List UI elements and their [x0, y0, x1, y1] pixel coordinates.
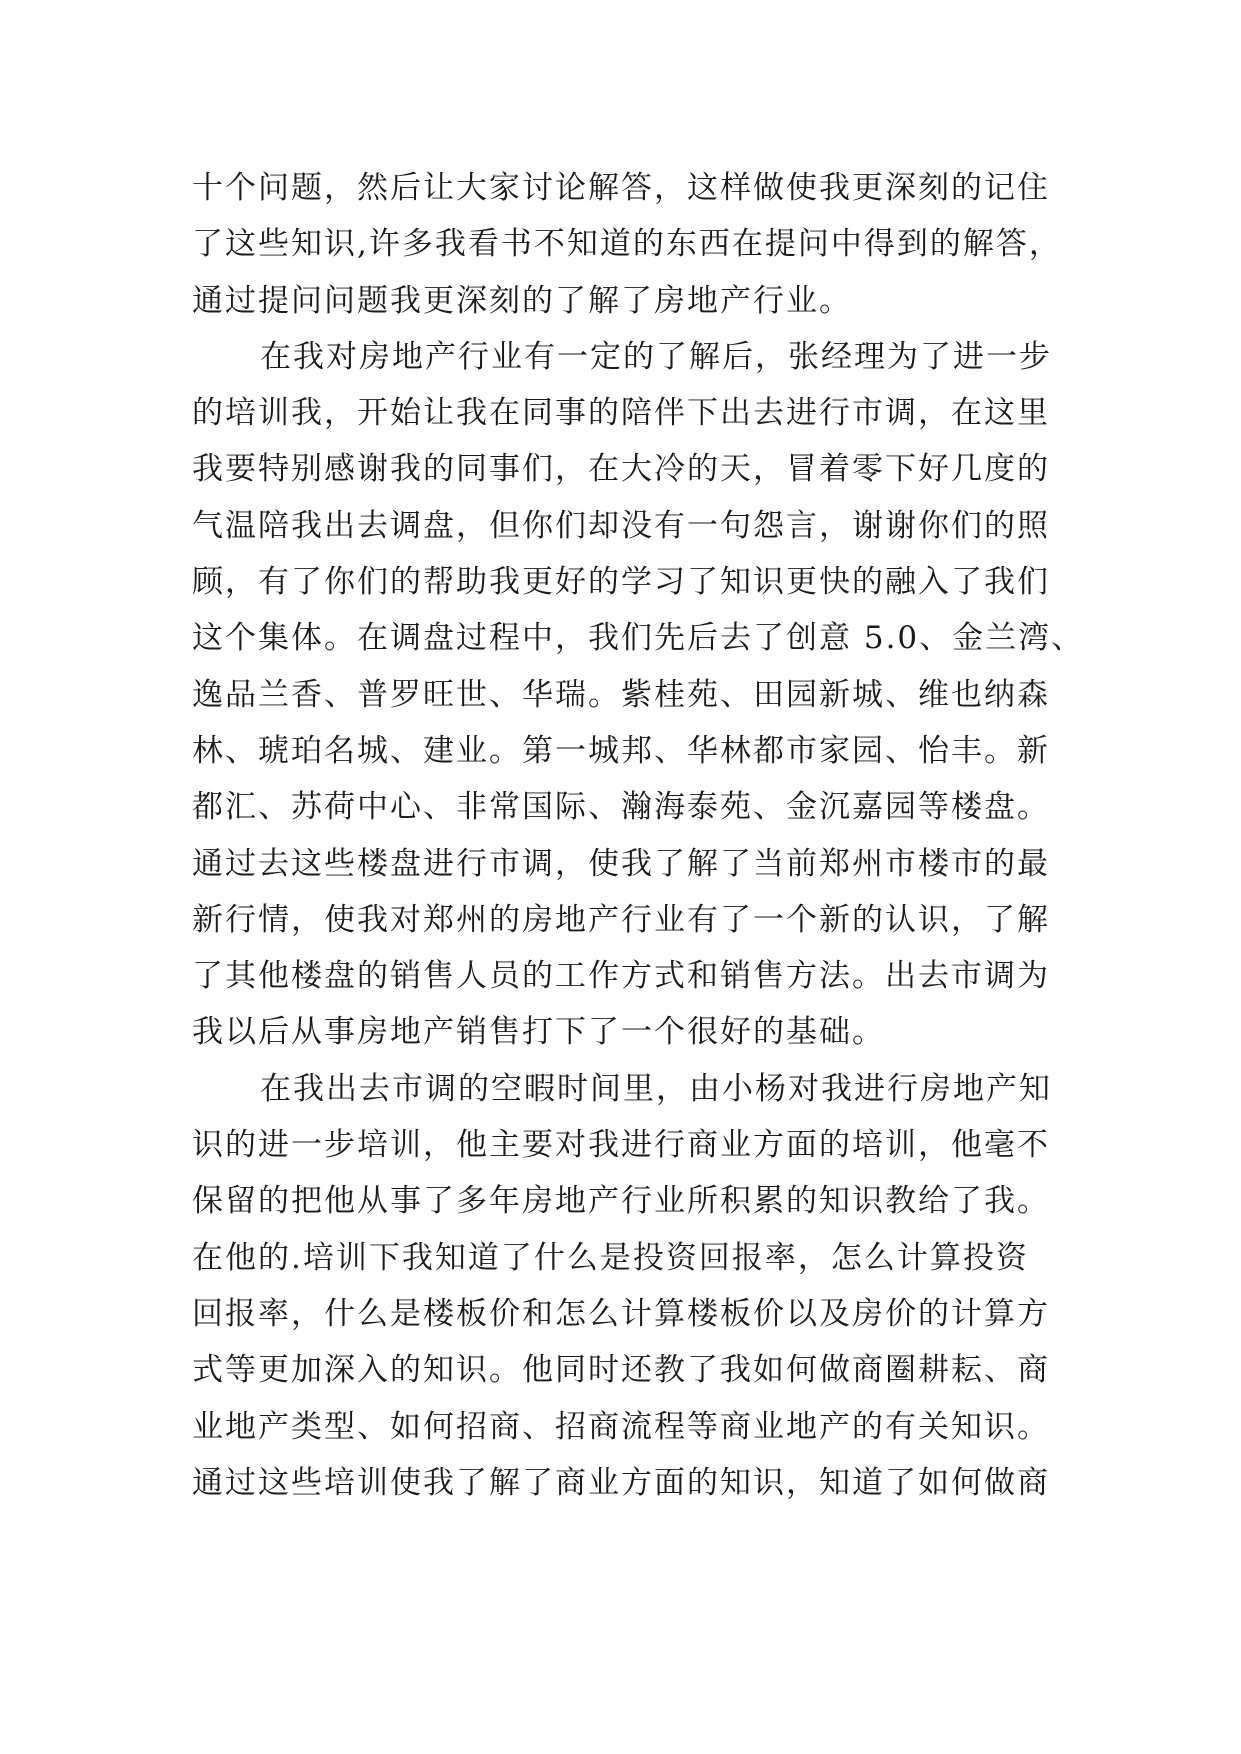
text-line: 十个问题，然后让大家讨论解答，这样做使我更深刻的记住	[192, 170, 1050, 206]
text-line: 顾，有了你们的帮助我更好的学习了知识更快的融入了我们	[192, 564, 1050, 601]
text-line: 保留的把他从事了多年房地产行业所积累的知识教给了我。	[192, 1183, 1050, 1220]
text-line: 式等更加深入的知识。他同时还教了我如何做商圈耕耘、商	[192, 1352, 1050, 1389]
text-line: 都汇、苏荷中心、非常国际、瀚海泰苑、金沉嘉园等楼盘。	[192, 789, 1050, 826]
paragraph-start-line: 在我对房地产行业有一定的了解后，张经理为了进一步	[260, 338, 1052, 375]
text-line: 业地产类型、如何招商、招商流程等商业地产的有关知识。	[192, 1408, 1050, 1445]
text-line: 回报率，什么是楼板价和怎么计算楼板价以及房价的计算方	[192, 1295, 1050, 1332]
text-line: 新行情，使我对郑州的房地产行业有了一个新的认识，了解	[192, 901, 1050, 938]
text-line: 了这些知识,许多我看书不知道的东西在提问中得到的解答，	[192, 226, 1062, 263]
text-line: 气温陪我出去调盘，但你们却没有一句怨言，谢谢你们的照	[192, 507, 1050, 544]
text-line: 通过这些培训使我了解了商业方面的知识，知道了如何做商	[192, 1464, 1050, 1501]
text-line: 通过提问问题我更深刻的了解了房地产行业。	[192, 282, 852, 319]
text-line: 通过去这些楼盘进行市调，使我了解了当前郑州市楼市的最	[192, 845, 1050, 882]
document-body	[192, 160, 1112, 1511]
text-line: 林、琥珀名城、建业。第一城邦、华林都市家园、怡丰。新	[192, 732, 1050, 769]
paragraph-start-line: 在我出去市调的空暇时间里，由小杨对我进行房地产知	[260, 1070, 1052, 1107]
text-line: 逸品兰香、普罗旺世、华瑞。紫桂苑、田园新城、维也纳森	[192, 676, 1050, 713]
text-line: 这个集体。在调盘过程中，我们先后去了创意 5.0、金兰湾、	[192, 620, 1085, 657]
text-line: 我要特别感谢我的同事们，在大冷的天，冒着零下好几度的	[192, 451, 1050, 488]
text-line: 了其他楼盘的销售人员的工作方式和销售方法。出去市调为	[192, 958, 1050, 995]
text-line: 我以后从事房地产销售打下了一个很好的基础。	[192, 1014, 885, 1051]
text-line: 在他的.培训下我知道了什么是投资回报率，怎么计算投资	[192, 1239, 1029, 1276]
text-line: 识的进一步培训，他主要对我进行商业方面的培训，他毫不	[192, 1127, 1050, 1164]
text-line: 的培训我，开始让我在同事的陪伴下出去进行市调，在这里	[192, 395, 1050, 432]
